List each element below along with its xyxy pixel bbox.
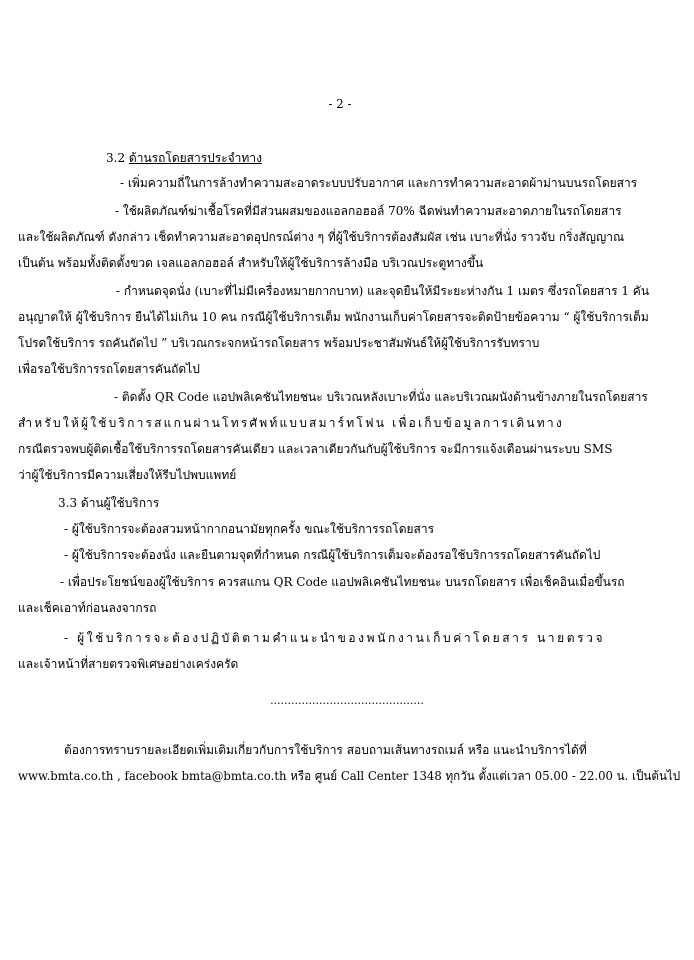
paragraph-line: เป็นต้น พร้อมทั้งติดตั้งขวด เจลแอลกอฮอล์ สำหรับให้ผู้ใช้บริการล้างมือ บริเวณประตูทางขึ้น [18, 256, 484, 270]
section-number: 3.3 [58, 496, 78, 510]
paragraph-line: - ใช้ผลิตภัณฑ์ฆ่าเชื้อโรคที่มีส่วนผสมของแอลกอฮอล์ 70% ฉีดพ่นทำความสะอาดภายในรถโดยสาร [115, 204, 622, 218]
paragraph-line: - ผู้ใช้บริการจะต้องสวมหน้ากากอนามัยทุกครั้ง ขณะใช้บริการรถโดยสาร [64, 522, 435, 536]
paragraph-line: สำหรับให้ผู้ใช้บริการสแกนผ่านโทรศัพท์แบบสมาร์ทโฟน เพื่อเก็บข้อมูลการเดินทาง [18, 416, 564, 430]
section-3-2-heading [106, 150, 262, 166]
section-title: ด้านผู้ใช้บริการ [80, 496, 160, 510]
page-number: - 2 - [328, 97, 352, 111]
paragraph-line: - เพื่อประโยชน์ของผู้ใช้บริการ ควรสแกน QR Code แอปพลิเคชันไทยชนะ บนรถโดยสาร เพื่อเช็คอินเมื่อขึ้นรถ [60, 575, 625, 589]
section-title: ด้านรถโดยสารประจำทาง [128, 151, 262, 165]
paragraph-line: - กำหนดจุดนั่ง (เบาะที่ไม่มีเครื่องหมายกากบาท) และจุดยืนให้มีระยะห่างกัน 1 เมตร ซึ่งรถโดยสาร 1 คัน [116, 284, 650, 298]
paragraph-line: - เพิ่มความถี่ในการล้างทำความสะอาดระบบปรับอากาศ และการทำความสะอาดผ้าม่านบนรถโดยสาร [120, 176, 638, 190]
separator-dots: ............................................ [270, 694, 424, 707]
footer-line: www.bmta.co.th , facebook bmta@bmta.co.th หรือ ศูนย์ Call Center 1348 ทุกวัน ตั้งแต่เวลา 05.00 - 22.00 น. เป็นต้นไป [18, 769, 681, 783]
paragraph-line: - ผู้ใช้บริการจะต้องนั่ง และยืนตามจุดที่กำหนด กรณีผู้ใช้บริการเต็มจะต้องรอใช้บริการรถโดยสารคันถัดไป [64, 548, 601, 562]
paragraph-line: อนุญาตให้ ผู้ใช้บริการ ยืนได้ไม่เกิน 10 คน กรณีผู้ใช้บริการเต็ม พนักงานเก็บค่าโดยสารจะติดป้ายข้อความ “ ผู้ใช้บริการเต็ม [18, 310, 649, 324]
paragraph-line: และใช้ผลิตภัณฑ์ ดังกล่าว เช็ดทำความสะอาดอุปกรณ์ต่าง ๆ ที่ผู้ใช้บริการต้องสัมผัส เช่น เบาะที่นั่ง ราวจับ กริ่งสัญญาณ [18, 230, 625, 244]
paragraph-line: - ผู้ใช้บริการจะต้องปฏิบัติตามคำแนะนำของพนักงานเก็บค่าโดยสาร นายตรวจ [64, 631, 606, 645]
paragraph-line: และเช็คเอาท์ก่อนลงจากรถ [18, 601, 157, 615]
paragraph-line: และเจ้าหน้าที่สายตรวจพิเศษอย่างเคร่งครัด [18, 657, 239, 671]
paragraph-line: โปรดใช้บริการ รถคันถัดไป ” บริเวณกระจกหน้ารถโดยสาร พร้อมประชาสัมพันธ์ให้ผู้ใช้บริการรับทราบ [18, 336, 540, 350]
section-3-3-heading [58, 495, 159, 511]
paragraph-line: กรณีตรวจพบผู้ติดเชื้อใช้บริการรถโดยสารคันเดียว และเวลาเดียวกันกับผู้ใช้บริการ จะมีการแจ้งเตือนผ่านระบบ SMS [18, 442, 613, 456]
footer-line: ต้องการทราบรายละเอียดเพิ่มเติมเกี่ยวกับการใช้บริการ สอบถามเส้นทางรถเมล์ หรือ แนะนำบริการได้ที่ [64, 743, 587, 757]
paragraph-line: เพื่อรอใช้บริการรถโดยสารคันถัดไป [18, 362, 200, 376]
section-number: 3.2 [106, 151, 126, 165]
paragraph-line: ว่าผู้ใช้บริการมีความเสี่ยงให้รีบไปพบแพทย์ [18, 468, 237, 482]
paragraph-line: - ติดตั้ง QR Code แอปพลิเคชันไทยชนะ บริเวณหลังเบาะที่นั่ง และบริเวณผนังด้านข้างภายในรถโดยสาร [114, 390, 648, 404]
